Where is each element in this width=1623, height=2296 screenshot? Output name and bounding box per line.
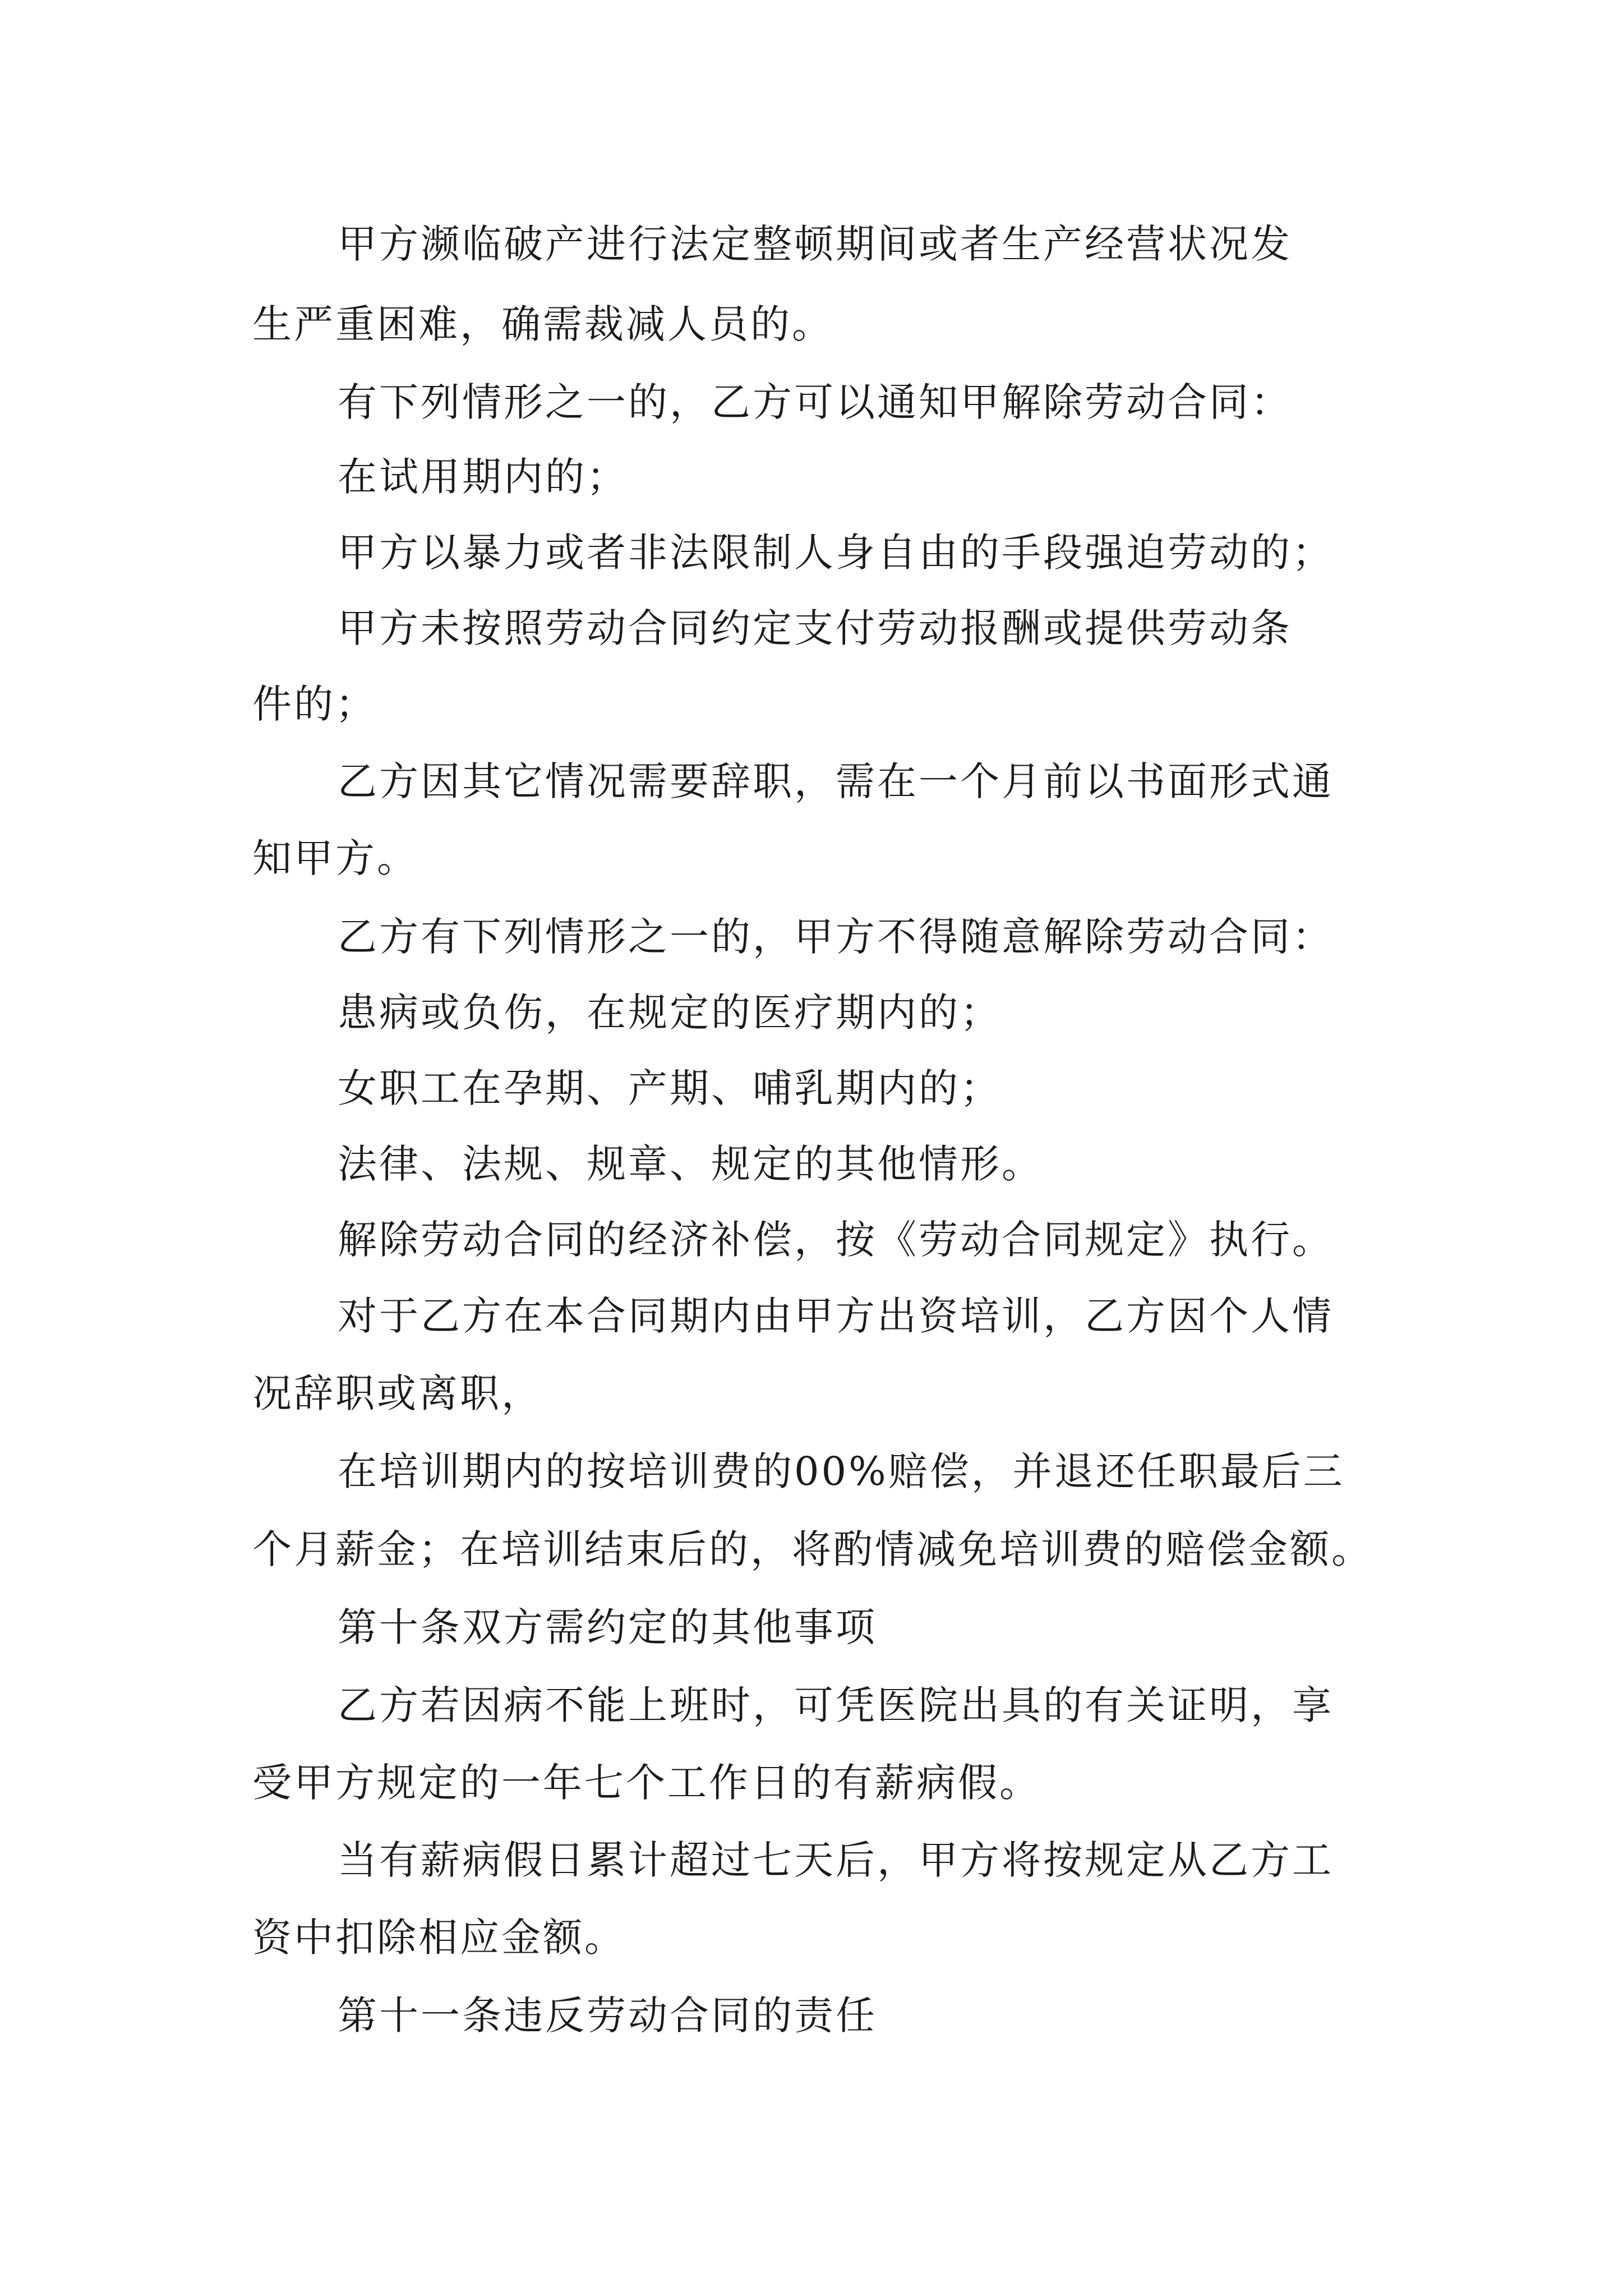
paragraph-line: 有下列情形之一的，乙方可以通知甲解除劳动合同： [338,379,1292,425]
paragraph-line: 个月薪金；在培训结束后的，将酌情减免培训费的赔偿金额。 [252,1526,1373,1572]
paragraph-line: 当有薪病假日累计超过七天后，甲方将按规定从乙方工 [338,1837,1334,1883]
paragraph-line: 法律、法规、规章、规定的其他情形。 [338,1141,1043,1187]
section-heading: 第十一条违反劳动合同的责任 [338,1993,877,2039]
paragraph-line: 乙方若因病不能上班时，可凭医院出具的有关证明，享 [338,1682,1334,1728]
paragraph-line: 生严重困难，确需裁减人员的。 [252,301,833,347]
paragraph-line: 甲方以暴力或者非法限制人身自由的手段强迫劳动的； [338,530,1334,576]
paragraph-line: 患病或负伤，在规定的医疗期内的； [338,990,1002,1036]
paragraph-line: 解除劳动合同的经济补偿，按《劳动合同规定》执行。 [338,1217,1334,1263]
paragraph-line: 甲方未按照劳动合同约定支付劳动报酬或提供劳动条 [338,605,1292,651]
paragraph-line: 在培训期内的按培训费的00%赔偿，并退还任职最后三 [338,1448,1345,1494]
paragraph-line: 件的； [252,681,377,727]
paragraph-line: 受甲方规定的一年七个工作日的有薪病假。 [252,1760,1041,1806]
paragraph-line: 对于乙方在本合同期内由甲方出资培训，乙方因个人情 [338,1293,1334,1339]
paragraph-line: 知甲方。 [252,835,418,881]
paragraph-line: 在试用期内的； [338,454,628,500]
paragraph-line: 乙方有下列情形之一的，甲方不得随意解除劳动合同： [338,914,1334,960]
paragraph-line: 甲方濒临破产进行法定整顿期间或者生产经营状况发 [338,221,1292,267]
paragraph-line: 女职工在孕期、产期、哺乳期内的； [338,1065,1002,1111]
paragraph-line: 乙方因其它情况需要辞职，需在一个月前以书面形式通 [338,758,1334,804]
paragraph-line: 资中扣除相应金额。 [252,1915,626,1961]
paragraph-line: 况辞职或离职， [252,1370,543,1416]
section-heading: 第十条双方需约定的其他事项 [338,1604,877,1650]
